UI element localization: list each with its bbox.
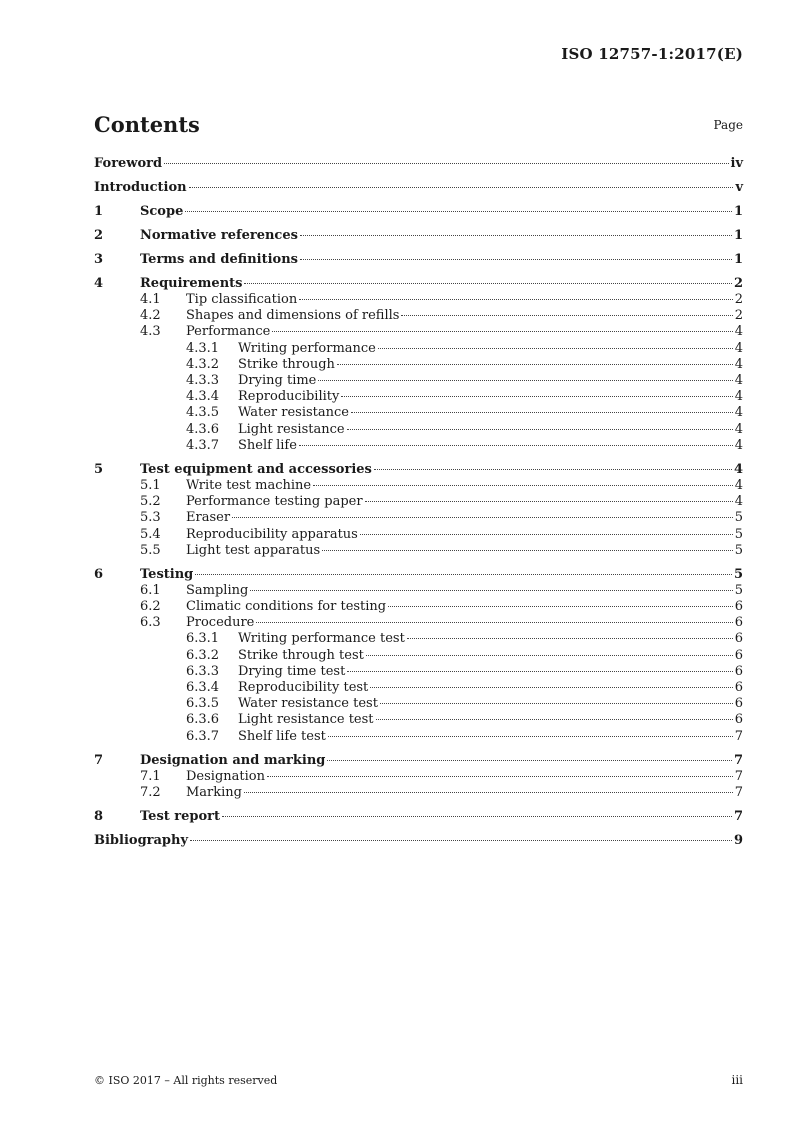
toc-entry-number: 5.1 (140, 477, 161, 493)
dot-leader (380, 703, 733, 704)
dot-leader (164, 163, 728, 164)
toc-entry-label: Performance testing paper (186, 494, 363, 510)
toc-entry-page: 4 (734, 324, 743, 340)
toc-entry-page: 4 (734, 340, 743, 356)
toc-entry[interactable] (94, 729, 743, 745)
dot-leader (299, 299, 732, 300)
dot-leader (347, 671, 732, 672)
toc-entry[interactable] (94, 680, 743, 696)
toc-entry-label: Writing performance (238, 340, 376, 356)
page-title: Contents (94, 112, 200, 137)
toc-entry-page: v (735, 179, 743, 195)
toc-entry-page: 4 (734, 494, 743, 510)
toc-entry-page: 2 (733, 275, 743, 291)
toc-entry-label: Procedure (186, 615, 255, 631)
toc-entry-number: 6.3 (140, 615, 161, 631)
toc-entry-number: 7.1 (140, 768, 161, 784)
toc-entry[interactable] (94, 373, 743, 389)
toc-entry-label: Strike through (238, 356, 335, 372)
toc-entry-label: Foreword (94, 156, 163, 171)
toc-entry-label: Bibliography (94, 832, 189, 848)
toc-entry[interactable] (94, 276, 743, 292)
dot-leader (374, 469, 732, 470)
toc-entry-number: 3 (94, 251, 104, 267)
dot-leader (244, 792, 733, 793)
dot-leader (327, 760, 732, 761)
toc-entry[interactable] (94, 785, 743, 801)
toc-entry-page: 4 (733, 461, 743, 477)
toc-entry[interactable] (94, 809, 743, 825)
toc-entry-label: Marking (186, 784, 243, 800)
dot-leader (267, 776, 733, 777)
dot-leader (401, 315, 732, 316)
toc-entry-page: 4 (734, 437, 743, 453)
dot-leader (378, 348, 733, 349)
toc-entry-number: 4.3.6 (186, 421, 220, 437)
toc-entry-number: 4.3.2 (186, 356, 220, 372)
toc-entry-page: 7 (733, 752, 743, 768)
toc-entry-label: Reproducibility test (238, 680, 369, 696)
toc-entry-page: iv (730, 156, 743, 171)
dot-leader (299, 445, 733, 446)
toc-entry-label: Write test machine (186, 477, 312, 493)
toc-entry-label: Drying time (238, 373, 317, 389)
toc-entry-label: Water resistance test (238, 696, 378, 712)
toc-entry-number: 4.2 (140, 308, 161, 324)
toc-entry-number: 6.3.1 (186, 631, 220, 647)
dot-leader (360, 534, 733, 535)
toc-entry-page: 9 (733, 832, 743, 848)
copyright-notice: © ISO 2017 – All rights reserved (94, 1074, 278, 1087)
toc-entry[interactable] (94, 292, 743, 308)
toc-entry-number: 5.5 (140, 542, 161, 558)
toc-entry[interactable] (94, 462, 743, 478)
toc-entry-page: 2 (734, 308, 743, 324)
toc-entry[interactable] (94, 204, 743, 220)
toc-entry[interactable] (94, 308, 743, 324)
toc-entry-label: Strike through test (238, 647, 364, 663)
toc-entry-page: 6 (734, 631, 743, 647)
dot-leader (347, 429, 733, 430)
toc-entry-page: 7 (734, 784, 743, 800)
toc-entry[interactable] (94, 228, 743, 244)
dot-leader (407, 638, 733, 639)
toc-entry-label: Reproducibility (238, 389, 340, 405)
toc-entry[interactable] (94, 631, 743, 647)
toc-entry-number: 6.3.3 (186, 663, 220, 679)
dot-leader (341, 396, 732, 397)
toc-entry-page: 6 (734, 680, 743, 696)
toc-entry-label: Performance (186, 324, 271, 340)
toc-entry-number: 5 (94, 461, 104, 477)
toc-entry[interactable] (94, 438, 743, 454)
toc-entry-page: 7 (733, 808, 743, 824)
toc-entry-number: 4.1 (140, 292, 161, 308)
toc-entry-page: 4 (734, 421, 743, 437)
toc-entry[interactable] (94, 405, 743, 421)
toc-entry-number: 6.3.4 (186, 680, 220, 696)
toc-entry-label: Requirements (140, 275, 243, 291)
toc-entry-number: 4.3 (140, 324, 161, 340)
toc-entry-page: 5 (734, 526, 743, 542)
toc-entry[interactable] (94, 422, 743, 438)
toc-entry-page: 7 (734, 728, 743, 744)
toc-entry[interactable] (94, 324, 743, 340)
toc-entry[interactable] (94, 648, 743, 664)
toc-entry-label: Light resistance (238, 421, 345, 437)
toc-entry[interactable] (94, 478, 743, 494)
dot-leader (256, 622, 732, 623)
toc-entry[interactable] (94, 357, 743, 373)
toc-entry-page: 4 (734, 405, 743, 421)
page-column-label: Page (713, 118, 743, 132)
toc-entry-number: 5.4 (140, 526, 161, 542)
dot-leader (272, 331, 732, 332)
toc-entry-page: 2 (734, 292, 743, 308)
toc-entry-page: 4 (734, 389, 743, 405)
toc-entry-number: 6.1 (140, 582, 161, 598)
dot-leader (337, 364, 733, 365)
dot-leader (351, 412, 733, 413)
toc-entry[interactable] (94, 833, 743, 849)
dot-leader (318, 380, 732, 381)
toc-entry-page: 1 (733, 227, 743, 243)
toc-entry[interactable] (94, 389, 743, 405)
toc-entry-page: 4 (734, 477, 743, 493)
toc-entry-label: Testing (140, 566, 194, 582)
toc-entry-page: 1 (733, 203, 743, 219)
toc-entry-number: 4.3.3 (186, 373, 220, 389)
toc-entry-number: 6.2 (140, 599, 161, 615)
toc-entry[interactable] (94, 615, 743, 631)
toc-entry-label: Shelf life (238, 437, 297, 453)
toc-entry-page: 6 (734, 599, 743, 615)
page-number: iii (731, 1073, 743, 1087)
toc-entry[interactable] (94, 543, 743, 559)
toc-entry-label: Shapes and dimensions of refills (186, 308, 400, 324)
toc-entry-number: 6.3.5 (186, 696, 220, 712)
toc-entry-number: 6.3.7 (186, 728, 220, 744)
dot-leader (300, 259, 732, 260)
toc-entry-number: 4.3.4 (186, 389, 220, 405)
dot-leader (300, 235, 732, 236)
toc-entry-page: 5 (734, 510, 743, 526)
toc-entry-number: 2 (94, 227, 104, 243)
toc-entry-label: Drying time test (238, 663, 346, 679)
dot-leader (388, 606, 733, 607)
toc-entry-label: Shelf life test (238, 728, 326, 744)
toc-entry-label: Writing performance test (238, 631, 405, 647)
toc-entry[interactable] (94, 664, 743, 680)
toc-entry-number: 4 (94, 275, 104, 291)
dot-leader (313, 485, 733, 486)
toc-entry-label: Introduction (94, 179, 187, 195)
toc-entry-label: Normative references (140, 227, 298, 243)
toc-entry-page: 6 (734, 663, 743, 679)
toc-entry[interactable] (94, 527, 743, 543)
dot-leader (250, 590, 732, 591)
toc-entry-label: Scope (140, 203, 184, 219)
toc-entry[interactable] (94, 180, 743, 196)
dot-leader (322, 550, 733, 551)
dot-leader (185, 211, 732, 212)
toc-entry-page: 4 (734, 373, 743, 389)
toc-entry-number: 5.3 (140, 510, 161, 526)
toc-entry-number: 6.3.6 (186, 712, 220, 728)
table-of-contents (94, 156, 743, 849)
toc-entry-number: 8 (94, 808, 104, 824)
toc-entry[interactable] (94, 567, 743, 583)
toc-entry-label: Tip classification (186, 292, 298, 308)
toc-entry-page: 4 (734, 356, 743, 372)
toc-entry[interactable] (94, 599, 743, 615)
toc-entry-label: Light test apparatus (186, 542, 321, 558)
toc-entry[interactable] (94, 583, 743, 599)
dot-leader (189, 187, 734, 188)
toc-entry-number: 4.3.5 (186, 405, 220, 421)
dot-leader (366, 655, 733, 656)
toc-entry-label: Designation (186, 768, 265, 784)
toc-entry[interactable] (94, 252, 743, 268)
toc-entry[interactable] (94, 696, 743, 712)
toc-entry[interactable] (94, 510, 743, 526)
dot-leader (328, 736, 733, 737)
toc-entry-page: 6 (734, 647, 743, 663)
document-id: ISO 12757-1:2017(E) (561, 45, 743, 63)
toc-entry-label: Reproducibility apparatus (186, 526, 358, 542)
toc-entry[interactable] (94, 341, 743, 357)
toc-entry-label: Designation and marking (140, 752, 326, 768)
toc-entry-page: 6 (734, 696, 743, 712)
toc-entry-page: 7 (734, 768, 743, 784)
toc-entry-label: Sampling (186, 582, 249, 598)
toc-entry-number: 5.2 (140, 494, 161, 510)
toc-entry-label: Water resistance (238, 405, 349, 421)
toc-entry-page: 1 (733, 251, 743, 267)
toc-entry-page: 6 (734, 712, 743, 728)
dot-leader (190, 840, 732, 841)
dot-leader (195, 574, 732, 575)
toc-entry[interactable] (94, 769, 743, 785)
toc-entry[interactable] (94, 712, 743, 728)
toc-entry-number: 6 (94, 566, 104, 582)
toc-entry-label: Light resistance test (238, 712, 374, 728)
toc-entry-label: Terms and definitions (140, 251, 298, 267)
toc-entry-number: 6.3.2 (186, 647, 220, 663)
toc-entry-label: Eraser (186, 510, 231, 526)
toc-entry-page: 5 (733, 566, 743, 582)
toc-entry-page: 6 (734, 615, 743, 631)
toc-entry-page: 5 (734, 542, 743, 558)
dot-leader (232, 517, 733, 518)
toc-entry-number: 7.2 (140, 784, 161, 800)
toc-entry[interactable] (94, 494, 743, 510)
toc-entry-page: 5 (734, 582, 743, 598)
toc-entry-label: Test equipment and accessories (140, 461, 372, 477)
dot-leader (365, 501, 733, 502)
dot-leader (376, 719, 733, 720)
toc-entry[interactable] (94, 753, 743, 769)
dot-leader (222, 816, 732, 817)
dot-leader (244, 283, 731, 284)
toc-entry-number: 4.3.7 (186, 437, 220, 453)
toc-entry-number: 7 (94, 752, 104, 768)
toc-entry-number: 1 (94, 203, 104, 219)
dot-leader (370, 687, 732, 688)
toc-entry-label: Climatic conditions for testing (186, 599, 387, 615)
toc-entry-number: 4.3.1 (186, 340, 220, 356)
toc-entry-label: Test report (140, 808, 221, 824)
toc-entry[interactable] (94, 156, 743, 172)
